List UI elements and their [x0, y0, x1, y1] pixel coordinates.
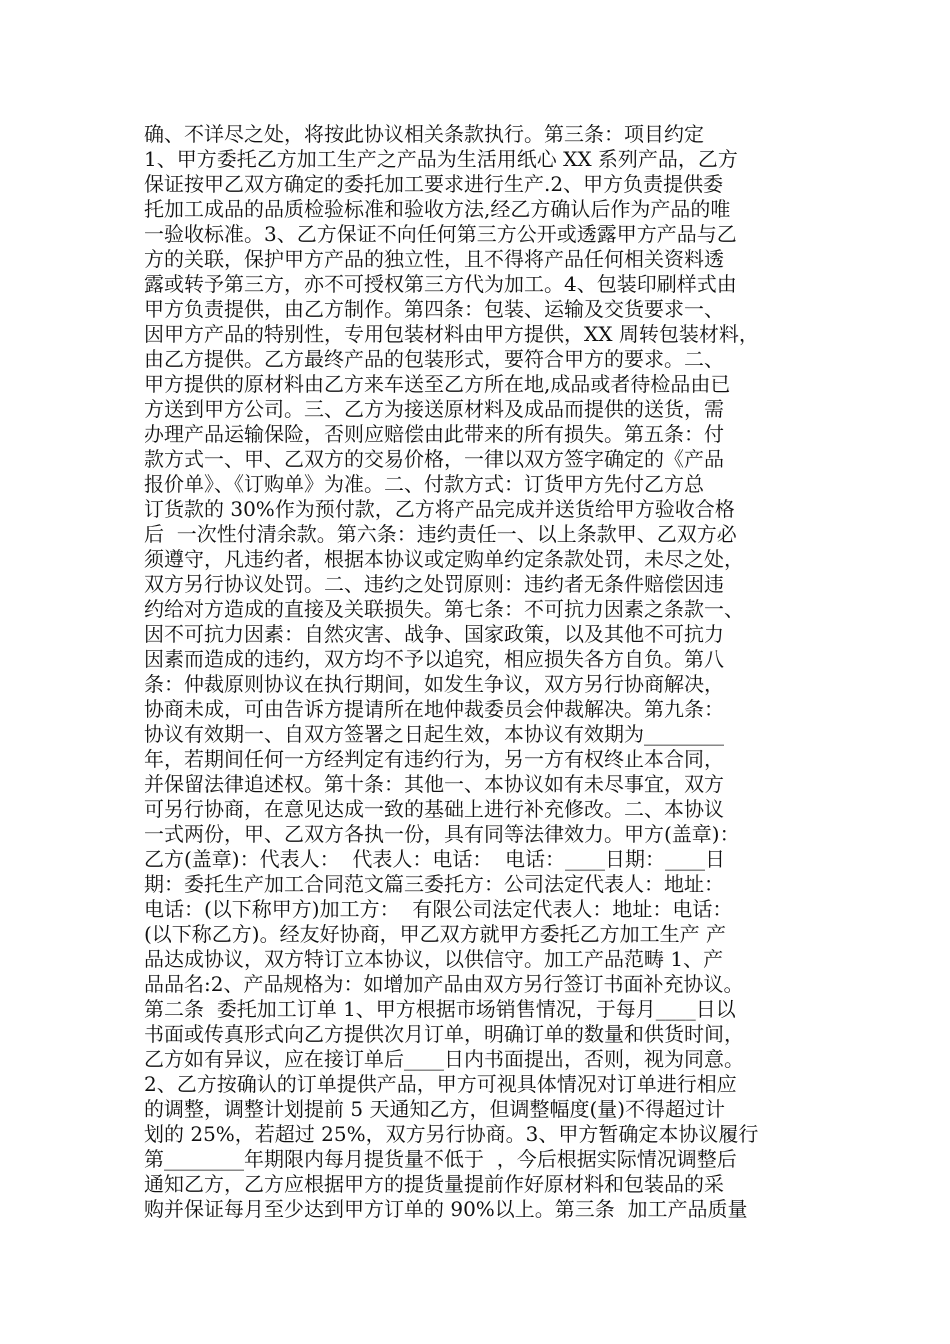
text-line: 年，若期间任何一方经判定有违约行为，另一方有权终止本合同， [144, 747, 724, 771]
text-line: 款方式一、甲、乙双方的交易价格，一律以双方签字确定的《产品 [144, 447, 724, 471]
text-line: 协议有效期一、自双方签署之日起生效，本协议有效期为________ [144, 722, 724, 746]
text-line: 品品名:2、产品规格为：如增加产品由双方另行签订书面补充协议。 [144, 972, 744, 996]
text-line: 2、乙方按确认的订单提供产品，甲方可视具体情况对订单进行相应 [144, 1072, 737, 1096]
text-line: 甲方提供的原材料由乙方来车送至乙方所在地,成品或者待检品由已 [144, 372, 731, 396]
text-line: (以下称乙方)。经友好协商，甲乙双方就甲方委托乙方加工生产 产 [144, 922, 726, 946]
text-line: 订货款的 30%作为预付款，乙方将产品完成并送货给甲方验收合格 [144, 497, 735, 521]
text-line: 因甲方产品的特别性，专用包装材料由甲方提供，XX 周转包装材料， [144, 322, 759, 346]
text-line: 一验收标准。3、乙方保证不向任何第三方公开或透露甲方产品与乙 [144, 222, 737, 246]
text-line: 的调整，调整计划提前 5 天通知乙方，但调整幅度(量)不得超过计 [144, 1097, 726, 1121]
text-line: 因素而造成的违约，双方均不予以追究，相应损失各方自负。第八 [144, 647, 724, 671]
text-line: 条：仲裁原则协议在执行期间，如发生争议，双方另行协商解决， [144, 672, 724, 696]
text-line: 保证按甲乙双方确定的委托加工要求进行生产.2、甲方负责提供委 [144, 172, 724, 196]
text-line: 划的 25%，若超过 25%，双方另行协商。3、甲方暂确定本协议履行 [144, 1122, 759, 1146]
text-line: 露或转予第三方，亦不可授权第三方代为加工。4、包装印刷样式由 [144, 272, 737, 296]
text-line: 双方另行协议处罚。二、违约之处罚原则：违约者无条件赔偿因违 [144, 572, 724, 596]
text-line: 品达成协议，双方特订立本协议，以供信守。加工产品范畴 1、产 [144, 947, 724, 971]
text-line: 书面或传真形式向乙方提供次月订单，明确订单的数量和供货时间， [144, 1022, 744, 1046]
text-line: 协商未成，可由告诉方提请所在地仲裁委员会仲裁解决。第九条： [144, 697, 724, 721]
text-line: 由乙方提供。乙方最终产品的包装形式，要符合甲方的要求。二、 [144, 347, 724, 371]
text-line: 确、不详尽之处，将按此协议相关条款执行。第三条：项目约定 [144, 122, 704, 146]
text-line: 购并保证每月至少达到甲方订单的 90%以上。第三条 加工产品质量 [144, 1197, 748, 1221]
text-line: 乙方如有异议，应在接订单后____日内书面提出，否则，视为同意。 [144, 1047, 744, 1071]
text-line: 期：委托生产加工合同范文篇三委托方：公司法定代表人：地址： [144, 872, 724, 896]
text-line: 托加工成品的品质检验标准和验收方法,经乙方确认后作为产品的唯 [144, 197, 731, 221]
text-line: 第二条 委托加工订单 1、甲方根据市场销售情况，于每月____日以 [144, 997, 736, 1021]
text-line: 须遵守，凡违约者，根据本协议或定购单约定条款处罚，未尽之处， [144, 547, 744, 571]
text-line: 第________年期限内每月提货量不低于 ，今后根据实际情况调整后 [144, 1147, 737, 1171]
text-line: 报价单》、《订购单》为准。二、付款方式：订货甲方先付乙方总 [144, 472, 704, 496]
text-line: 后 一次性付清余款。第六条：违约责任一、以上条款甲、乙双方必 [144, 522, 737, 546]
contract-body-text [144, 122, 816, 1222]
text-line: 并保留法律追述权。第十条：其他一、本协议如有未尽事宜，双方 [144, 772, 724, 796]
text-line: 方送到甲方公司。三、乙方为接送原材料及成品而提供的送货，需 [144, 397, 724, 421]
text-line: 1、甲方委托乙方加工生产之产品为生活用纸心 XX 系列产品，乙方 [144, 147, 738, 171]
text-line: 约给对方造成的直接及关联损失。第七条：不可抗力因素之条款一、 [144, 597, 744, 621]
text-line: 因不可抗力因素：自然灾害、战争、国家政策，以及其他不可抗力 [144, 622, 724, 646]
text-line: 办理产品运输保险，否则应赔偿由此带来的所有损失。第五条：付 [144, 422, 724, 446]
text-line: 乙方(盖章)：代表人： 代表人：电话： 电话：____日期：____日 [144, 847, 726, 871]
text-line: 方的关联，保护甲方产品的独立性，且不得将产品任何相关资料透 [144, 247, 724, 271]
text-line: 一式两份，甲、乙双方各执一份，具有同等法律效力。甲方(盖章)： [144, 822, 740, 846]
text-line: 甲方负责提供，由乙方制作。第四条：包装、运输及交货要求一、 [144, 297, 724, 321]
text-line: 电话：(以下称甲方)加工方： 有限公司法定代表人：地址：电话： [144, 897, 733, 921]
text-line: 可另行协商，在意见达成一致的基础上进行补充修改。二、本协议 [144, 797, 724, 821]
text-line: 通知乙方，乙方应根据甲方的提货量提前作好原材料和包装品的采 [144, 1172, 724, 1196]
